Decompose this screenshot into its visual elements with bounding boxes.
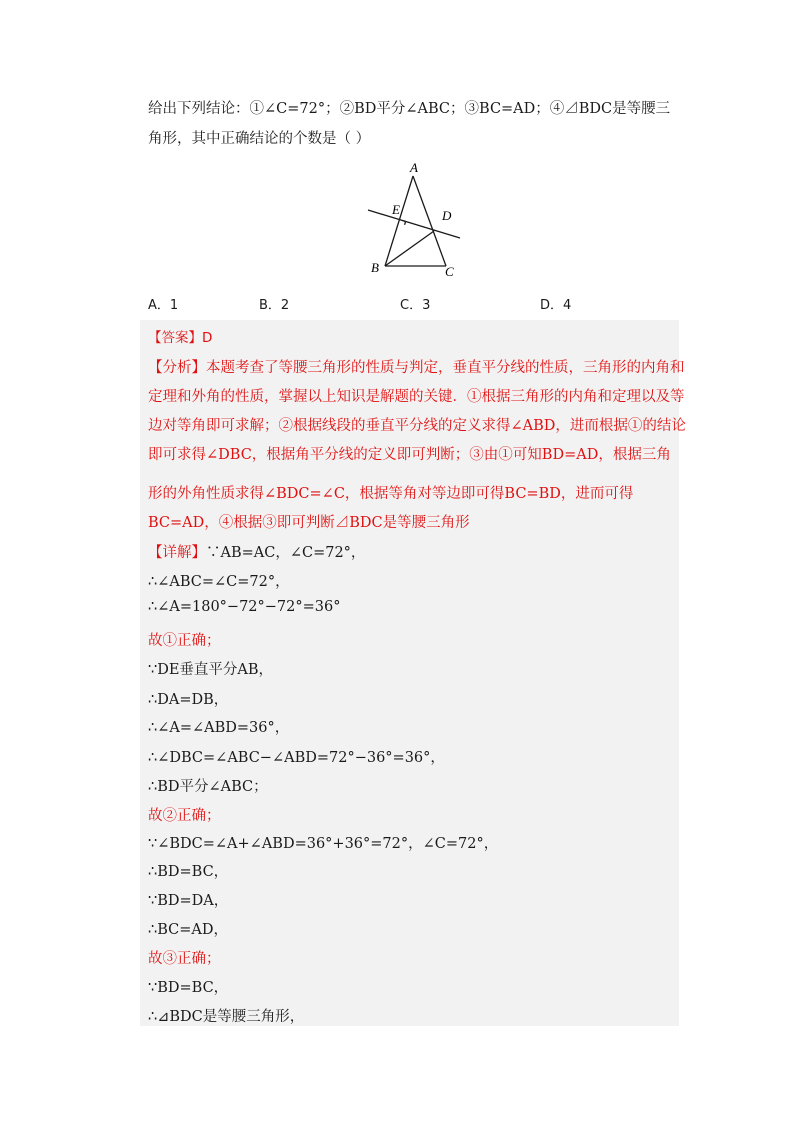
- detail-text: ∵BD=BC，: [148, 980, 229, 996]
- detail-line: [148, 1005, 304, 1026]
- detail-text: 故③正确；: [148, 951, 221, 967]
- detail-text: 故①正确；: [148, 633, 221, 649]
- detail-line: [148, 658, 273, 679]
- option-b: B．2: [259, 298, 290, 313]
- option-c: C．3: [400, 298, 431, 313]
- question-line-1: 给出下列结论：①∠C=72°；②BD平分∠ABC；③BC=AD；④⊿BDC是等腰三: [148, 101, 671, 117]
- option-a: A．1: [148, 298, 179, 313]
- detail-line: [148, 947, 221, 968]
- vertex-label-e: E: [392, 202, 400, 217]
- detail-text: ∴BD平分∠ABC；: [148, 779, 268, 795]
- vertex-label-b: B: [371, 260, 379, 275]
- detail-text: ∴BD=BC，: [148, 864, 229, 880]
- detail-text: ∴DA=DB，: [148, 692, 229, 708]
- analysis-line: BC=AD，④根据③即可判断⊿BDC是等腰三角形: [148, 515, 470, 531]
- answer-line: 【答案】D: [148, 330, 213, 346]
- detail-line: [148, 746, 445, 767]
- detail-text: ∴⊿BDC是等腰三角形，: [148, 1009, 305, 1025]
- detail-line: [148, 918, 228, 939]
- segment-bd: [385, 231, 434, 266]
- option-d: D．4: [540, 298, 572, 313]
- detail-text: 故②正确；: [148, 808, 221, 824]
- vertex-label-c: C: [445, 264, 454, 279]
- detail-line: [148, 976, 228, 997]
- detail-line: [148, 716, 289, 737]
- right-angle-mark: [403, 221, 406, 225]
- detail-text: ∴BC=AD，: [148, 922, 228, 938]
- analysis-line: 即可求得∠DBC，根据角平分线的定义即可判断；③由①可知BD=AD，根据三角: [148, 447, 671, 463]
- vertex-label-a: A: [410, 160, 418, 175]
- question-line-2: 角形，其中正确结论的个数是（ ）: [148, 131, 371, 147]
- analysis-line: 【分析】本题考查了等腰三角形的性质与判定，垂直平分线的性质，三角形的内角和: [148, 360, 685, 376]
- detail-line: [148, 775, 268, 796]
- detail-text: ∵DE垂直平分AB，: [148, 662, 274, 678]
- detail-line: [148, 599, 340, 615]
- detail-text: ∴∠DBC=∠ABC−∠ABD=72°−36°=36°，: [148, 750, 445, 766]
- detail-line: [148, 688, 228, 709]
- triangle-figure: [358, 158, 468, 280]
- detail-text: ∴∠A=180°−72°−72°=36°: [148, 599, 341, 615]
- detail-line: [148, 629, 221, 650]
- detail-text: ∵BD=DA，: [148, 893, 229, 909]
- detail-text: ∵AB=AC，∠C=72°，: [206, 545, 366, 561]
- detail-line: [148, 832, 498, 853]
- vertex-label-d: D: [442, 208, 452, 223]
- analysis-line: 形的外角性质求得∠BDC=∠C，根据等角对等边即可得BC=BD，进而可得: [148, 486, 634, 502]
- detail-line: [148, 541, 365, 562]
- segment-ab: [385, 176, 413, 266]
- detail-text: ∴∠ABC=∠C=72°，: [148, 574, 290, 590]
- detail-line: [148, 804, 221, 825]
- analysis-line: 边对等角即可求解；②根据线段的垂直平分线的定义求得∠ABD，进而根据①的结论: [148, 418, 686, 434]
- detail-text: ∴∠A=∠ABD=36°，: [148, 720, 290, 736]
- detail-text: ∵∠BDC=∠A+∠ABD=36°+36°=72°，∠C=72°，: [148, 836, 499, 852]
- detail-line: [148, 889, 228, 910]
- detail-line: [148, 860, 228, 881]
- detail-label: 【详解】: [148, 545, 206, 561]
- detail-line: [148, 570, 290, 591]
- analysis-line: 定理和外角的性质，掌握以上知识是解题的关键．①根据三角形的内角和定理以及等: [148, 389, 685, 405]
